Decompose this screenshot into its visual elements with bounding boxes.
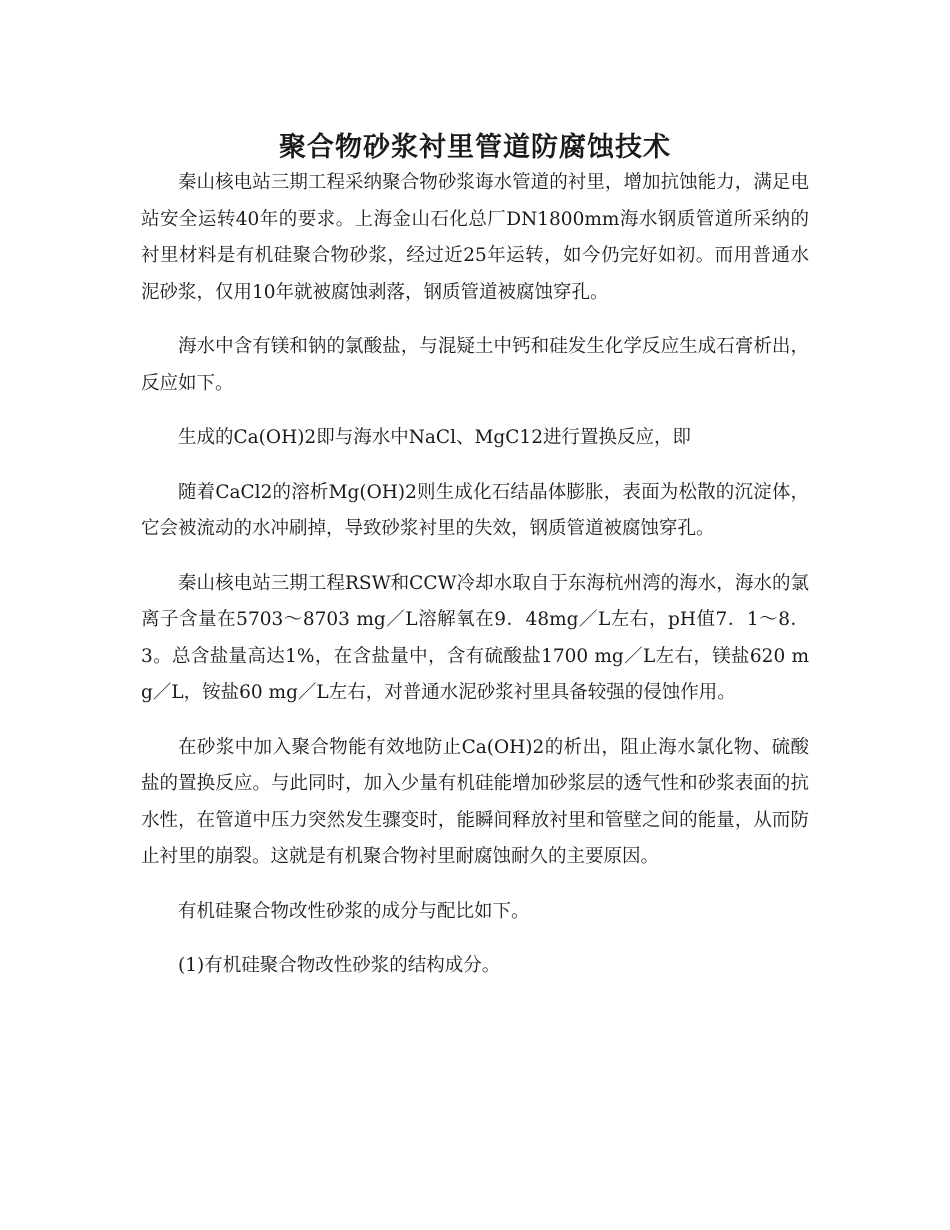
paragraph-5: 秦山核电站三期工程RSW和CCW冷却水取自于东海杭州湾的海水，海水的氯离子含量在5703～8703 mg／L溶解氧在9．48mg／L左右，pH值7．1～8．3。总含盐量高达1%，在含盐量中，含有硫酸盐1700 mg／L左右，镁盐620 mg／L，铵盐60 mg／L左右，对普通水泥砂浆衬里具备较强的侵蚀作用。 — [141, 572, 809, 703]
paragraph-1: 秦山核电站三期工程采纳聚合物砂浆诲水管道的衬里，增加抗蚀能力，满足电站安全运转40年的要求。上海金山石化总厂DN1800mm海水钢质管道所采纳的衬里材料是有机硅聚合物砂浆，经过近25年运转，如今仍完好如初。而用普通水泥砂浆，仅用10年就被腐蚀剥落，钢质管道被腐蚀穿孔。 — [141, 172, 809, 303]
paragraph-7: 有机硅聚合物改性砂浆的成分与配比如下。 — [178, 900, 530, 922]
document-body — [141, 165, 809, 1003]
paragraph-4: 随着CaCl2的溶析Mg(OH)2则生成化石结晶体膨胀，表面为松散的沉淀体，它会被流动的水冲刷掉，导致砂浆衬里的失效，钢质管道被腐蚀穿孔。 — [141, 481, 809, 539]
paragraph-2: 海水中含有镁和钠的氯酸盐，与混疑土中钙和硅发生化学反应生成石膏析出，反应如下。 — [141, 336, 809, 394]
paragraph-6: 在砂浆中加入聚合物能有效地防止Ca(OH)2的析出，阻止海水氯化物、硫酸盐的置换反应。与此同时，加入少量有机硅能增加砂浆层的透气性和砂浆表面的抗水性，在管道中压力突然发生骤变时，能瞬间释放衬里和管壁之间的能量，从而防止衬里的崩裂。这就是有机聚合物衬里耐腐蚀耐久的主要原因。 — [141, 736, 809, 867]
document-title: 聚合物砂浆衬里管道防腐蚀技术 — [279, 132, 671, 164]
paragraph-8: (1)有机硅聚合物改性砂浆的结构成分。 — [178, 955, 501, 976]
paragraph-3: 生成的Ca(OH)2即与海水中NaCl、MgC12进行置换反应，即 — [178, 427, 691, 448]
